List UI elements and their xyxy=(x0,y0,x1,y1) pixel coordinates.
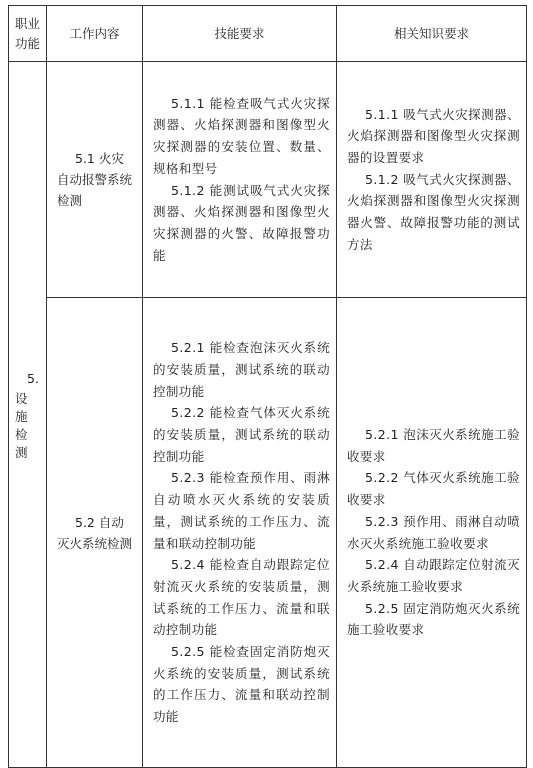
knowledge-item: 5.1.2 吸气式火灾探测器、火焰探测器和图像型火灾探测器火警、故障报警功能的测试方法 xyxy=(347,171,520,252)
work-content-cell: 5.2 自动灭火系统检测 xyxy=(47,298,143,768)
knowledge-item: 5.2.2 气体灭火系统施工验收要求 xyxy=(347,470,520,508)
header-row xyxy=(9,6,527,62)
skill-item: 5.1.2 能测试吸气式火灾探测器、火焰探测器和图像型火灾探测器的火警、故障报警功能 xyxy=(153,182,330,263)
work-content-cell: 5.1 火灾自动报警系统检测 xyxy=(47,62,143,298)
function-number: 5. xyxy=(27,370,39,386)
skill-cell xyxy=(143,298,337,768)
skill-cell xyxy=(143,62,337,298)
knowledge-item: 5.2.5 固定消防炮灭火系统施工验收要求 xyxy=(347,600,520,638)
knowledge-cell xyxy=(337,298,527,768)
skill-item: 5.2.3 能检查预作用、雨淋自动喷水灭火系统的安装质量，测试系统的工作压力、流量和联动控制功能 xyxy=(153,470,330,551)
knowledge-cell xyxy=(337,62,527,298)
knowledge-item: 5.2.4 自动跟踪定位射流灭火系统施工验收要求 xyxy=(347,557,520,594)
function-name: 设施检测 xyxy=(15,390,28,460)
header-function: 职业功能 xyxy=(9,6,47,62)
table-row xyxy=(9,62,527,298)
skill-item: 5.1.1 能检查吸气式火灾探测器、火焰探测器和图像型火灾探测器的安装位置、数量、规格和型号 xyxy=(153,95,330,176)
header-knowledge-requirements: 相关知识要求 xyxy=(337,6,527,62)
skill-item: 5.2.2 能检查气体灭火系统的安装质量，测试系统的联动控制功能 xyxy=(153,405,330,464)
header-work-content: 工作内容 xyxy=(47,6,143,62)
table-row xyxy=(9,298,527,768)
skill-item: 5.2.4 能检查自动跟踪定位射流灭火系统的安装质量，测试系统的工作压力、流量和联动控制功能 xyxy=(153,557,330,638)
header-skill-requirements: 技能要求 xyxy=(143,6,337,62)
knowledge-item: 5.2.3 预作用、雨淋自动喷水灭火系统施工验收要求 xyxy=(347,513,520,551)
knowledge-item: 5.1.1 吸气式火灾探测器、火焰探测器和图像型火灾探测器的设置要求 xyxy=(347,106,520,165)
skills-table xyxy=(8,5,527,768)
skill-item: 5.2.5 能检查固定消防炮灭火系统的安装质量，测试系统的工作压力、流量和联动控制功能 xyxy=(153,644,330,725)
function-cell xyxy=(9,62,47,768)
knowledge-item: 5.2.1 泡沫灭火系统施工验收要求 xyxy=(347,426,520,464)
skill-item: 5.2.1 能检查泡沫灭火系统的安装质量，测试系统的联动控制功能 xyxy=(153,340,330,399)
